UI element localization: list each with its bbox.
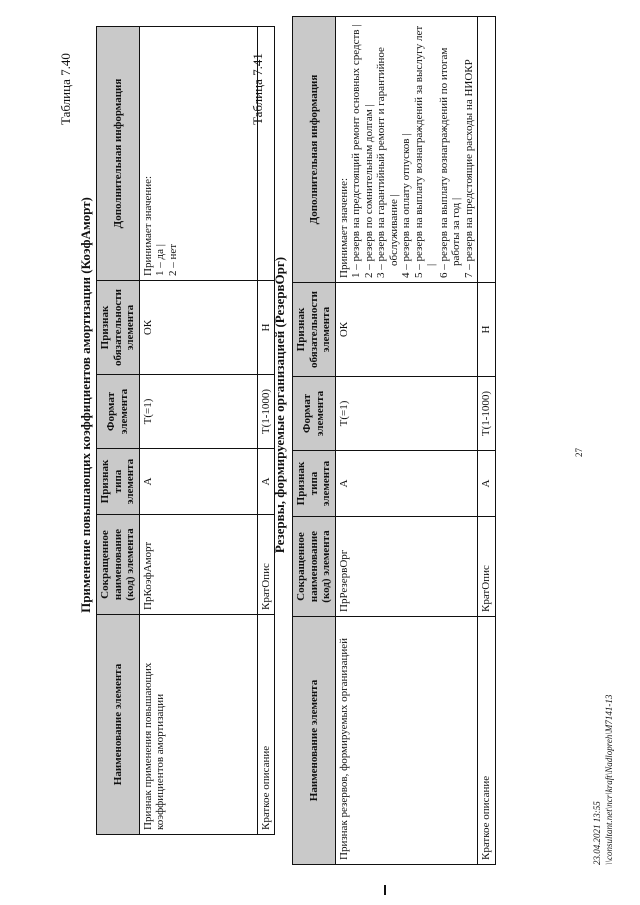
table1-title: Применение повышающих коэффициентов амортизации (КоэфАморт) bbox=[78, 197, 93, 613]
cell-type: А bbox=[257, 449, 275, 515]
cell-info bbox=[335, 17, 478, 283]
cell-code: ПрКоэфАморт bbox=[139, 515, 257, 615]
cell-code: КратОпис bbox=[257, 515, 275, 615]
header-name: Наименование элемента bbox=[293, 617, 336, 865]
footer-stamp-date: 23.04.2021 13:55 bbox=[592, 801, 602, 865]
table2-label: Таблица 7.41 bbox=[250, 53, 265, 125]
info-heading: Принимает значение: bbox=[337, 177, 350, 278]
cell-format: Т(1-1000) bbox=[257, 375, 275, 449]
list-item: 7 – резерв на предстоящие расходы на НИОКР bbox=[462, 59, 475, 278]
cell-name: Краткое описание bbox=[257, 615, 275, 835]
table1-header-row bbox=[97, 27, 140, 835]
footer-stamp-path: \\consultant.net\ncr\kraft\Nadlopreh\M7141-13 bbox=[604, 694, 614, 865]
header-info: Дополнительная информация bbox=[293, 17, 336, 283]
info-line: 1 – да | bbox=[154, 244, 166, 276]
cell-code: ПрРезервОрг bbox=[335, 517, 478, 617]
table1-label: Таблица 7.40 bbox=[58, 53, 73, 125]
header-type: Признак типа элемента bbox=[97, 449, 140, 515]
header-format: Формат элемента bbox=[97, 375, 140, 449]
list-item: 4 – резерв на оплату отпусков | bbox=[400, 133, 412, 278]
list-item: 6 – резерв на выплату вознаграждений по итогам работы за год | bbox=[437, 47, 462, 278]
header-name: Наименование элемента bbox=[97, 615, 140, 835]
header-code: Сокращенное наименование (код) элемента bbox=[293, 517, 336, 617]
cell-format: Т(=1) bbox=[335, 377, 478, 451]
cell-required: Н bbox=[478, 283, 496, 377]
edge-mark bbox=[384, 885, 386, 895]
cell-name: Признак резервов, формируемых организацией bbox=[335, 617, 478, 865]
cell-type: А bbox=[478, 451, 496, 517]
table1 bbox=[96, 26, 275, 835]
table2-header-row bbox=[293, 17, 336, 865]
header-type: Признак типа элемента bbox=[293, 451, 336, 517]
list-item: 3 – резерв на гарантийный ремонт и гарантийное обслуживание | bbox=[375, 47, 400, 278]
list-item: 2 – резерв по сомнительным долгам | bbox=[362, 104, 375, 278]
cell-name: Краткое описание bbox=[478, 617, 496, 865]
cell-required: ОК bbox=[335, 283, 478, 377]
header-info: Дополнительная информация bbox=[97, 27, 140, 281]
cell-type: А bbox=[139, 449, 257, 515]
cell-info bbox=[478, 17, 496, 283]
header-required: Признак обязательности элемента bbox=[97, 281, 140, 375]
cell-required: ОК bbox=[139, 281, 257, 375]
table-row bbox=[335, 17, 478, 865]
table2-title: Резервы, формируемые организацией (РезервОрг) bbox=[272, 256, 287, 554]
cell-required: Н bbox=[257, 281, 275, 375]
info-line: 2 – нет bbox=[166, 243, 179, 276]
option-list bbox=[350, 21, 475, 278]
cell-format: Т(1-1000) bbox=[478, 377, 496, 451]
header-code: Сокращенное наименование (код) элемента bbox=[97, 515, 140, 615]
cell-type: А bbox=[335, 451, 478, 517]
cell-format: Т(=1) bbox=[139, 375, 257, 449]
page-number: 27 bbox=[574, 448, 584, 457]
list-item: 1 – резерв на предстоящий ремонт основных средств | bbox=[350, 24, 362, 278]
cell-name: Признак применения повышающих коэффициентов амортизации bbox=[139, 615, 257, 835]
cell-code: КратОпис bbox=[478, 517, 496, 617]
table-row bbox=[139, 27, 257, 835]
header-required: Признак обязательности элемента bbox=[293, 283, 336, 377]
header-format: Формат элемента bbox=[293, 377, 336, 451]
list-item: 5 – резерв на выплату вознаграждений за выслугу лет | bbox=[412, 25, 437, 278]
cell-info bbox=[139, 27, 257, 281]
table-row bbox=[478, 17, 496, 865]
info-line: Принимает значение: bbox=[141, 175, 154, 276]
table2 bbox=[292, 16, 496, 865]
